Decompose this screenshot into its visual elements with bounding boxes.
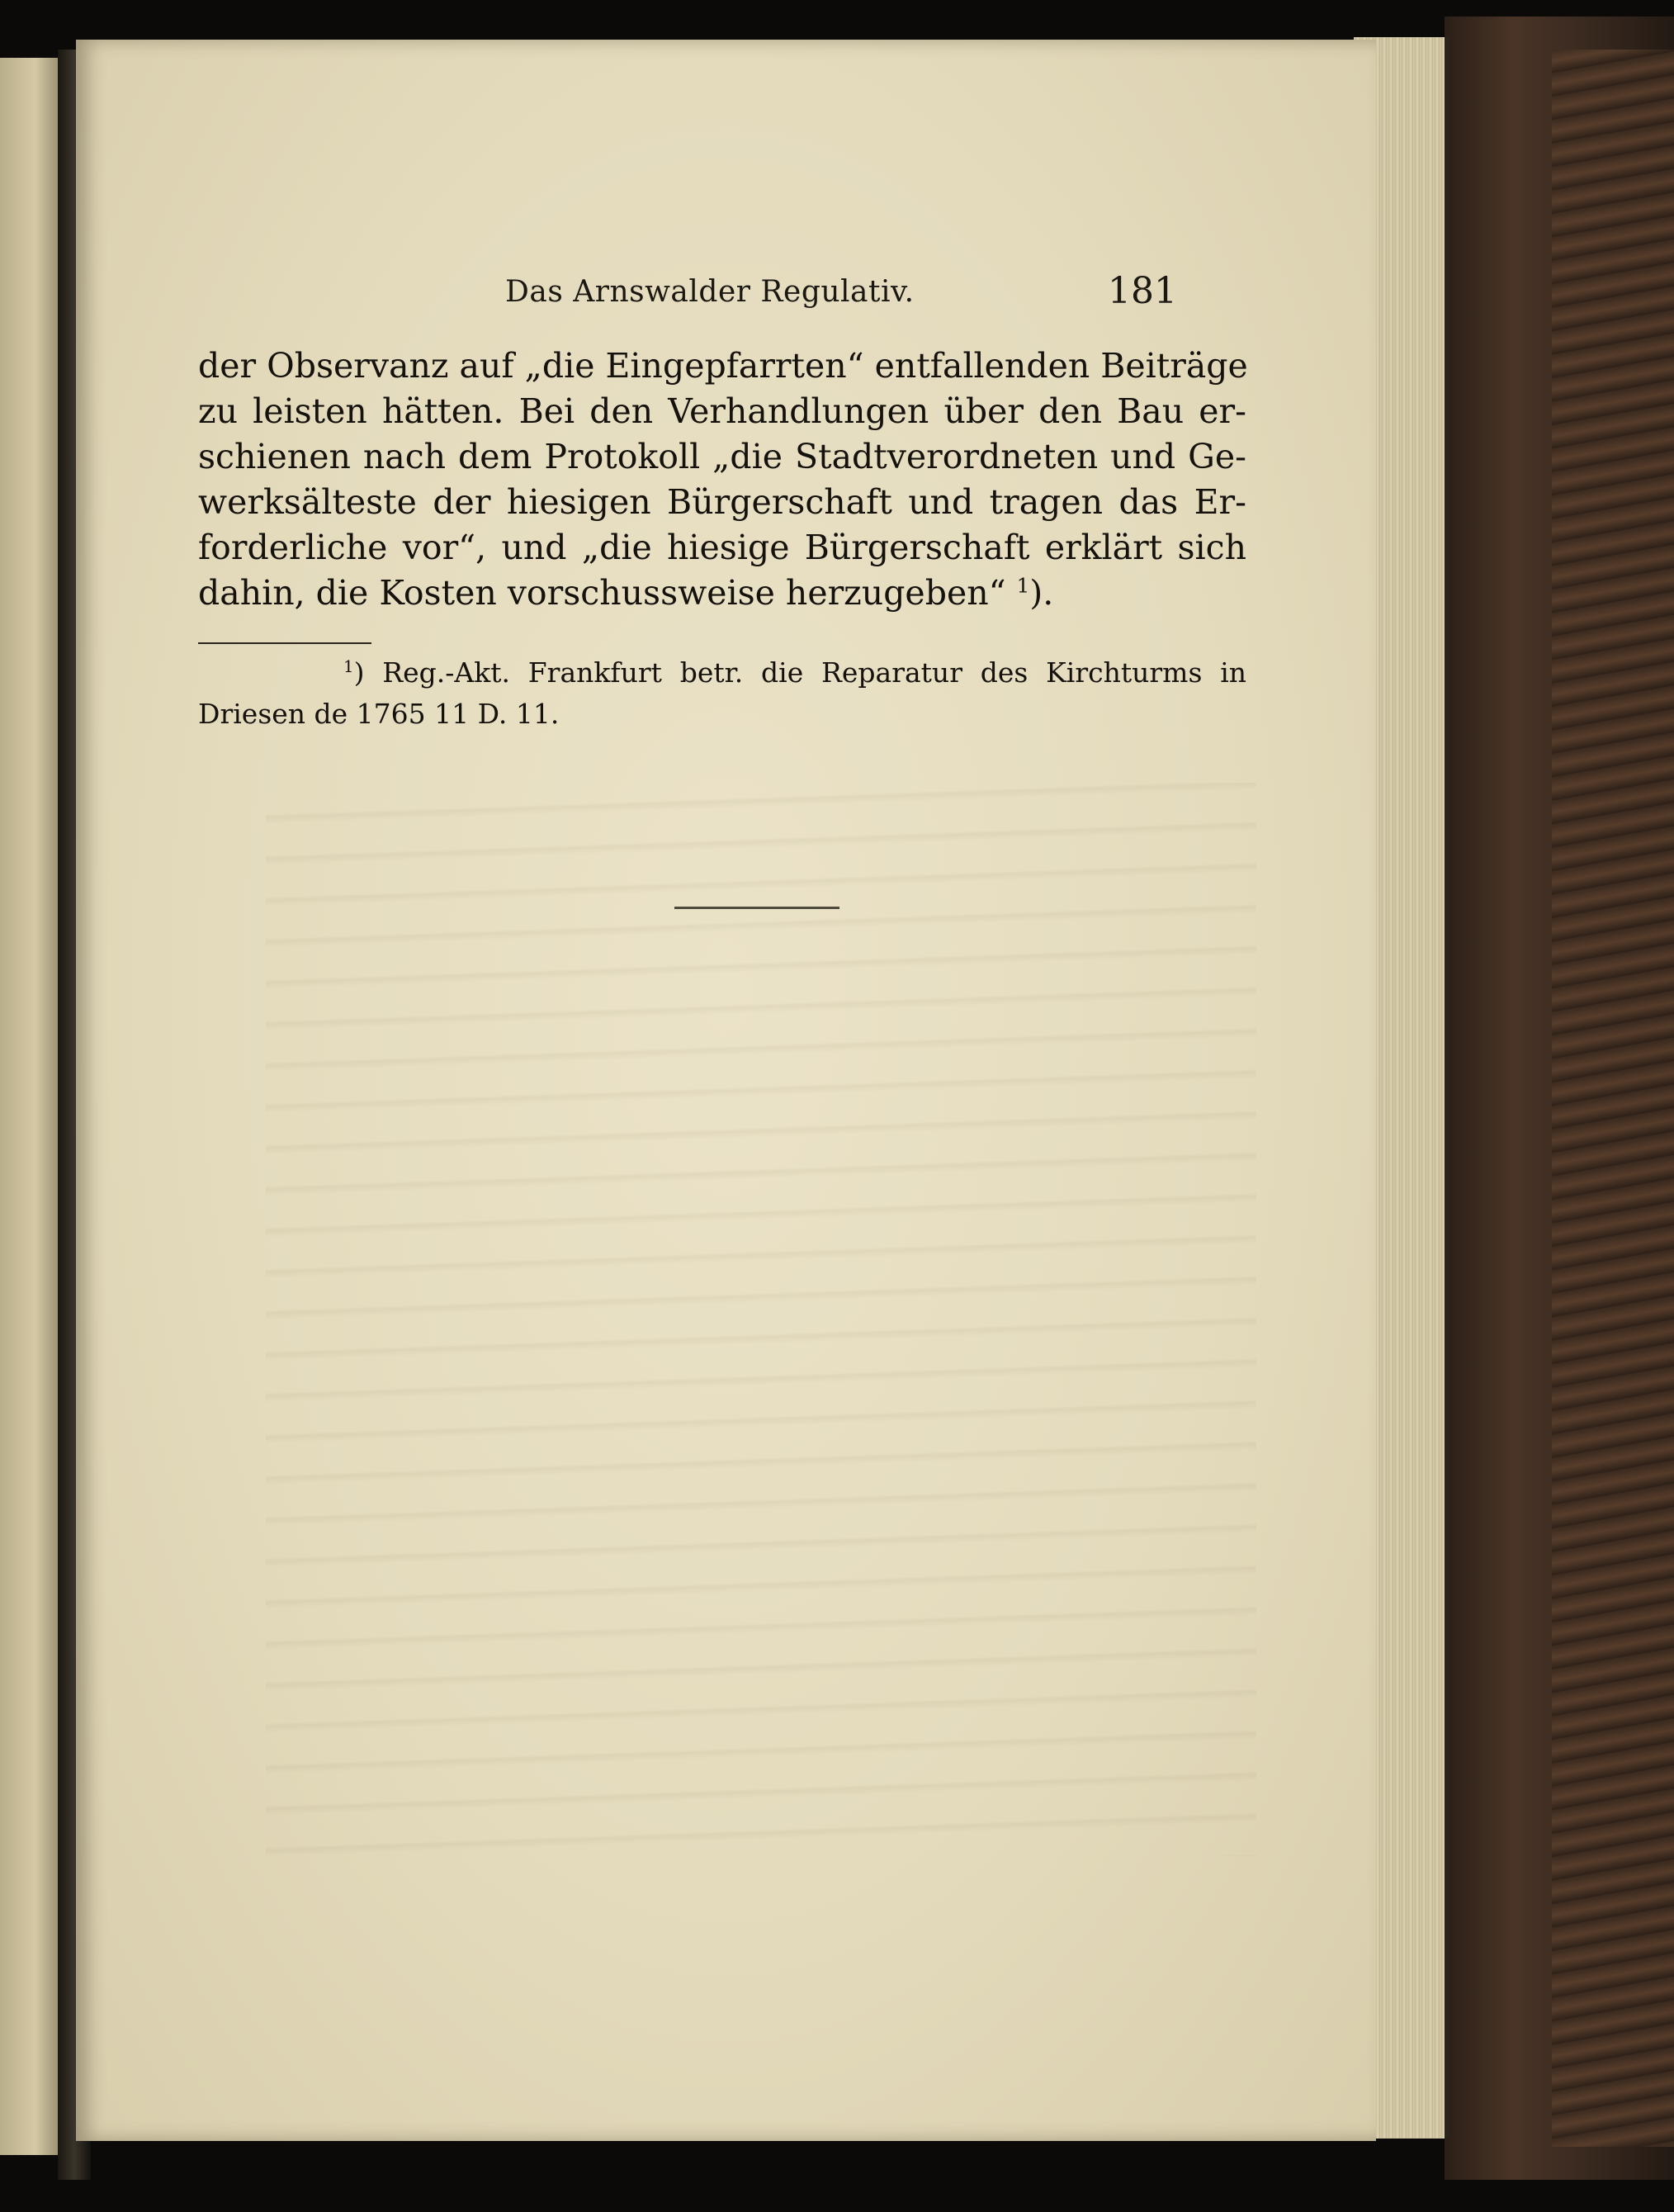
show-through-rule xyxy=(674,907,839,909)
running-head-title: Das Arnswalder Regulativ. xyxy=(505,275,915,309)
page-number: 181 xyxy=(1108,270,1177,312)
footnote-line1-text: ) Reg.-Akt. Frankfurt betr. die Reparatur des Kirchturms in xyxy=(353,656,1246,689)
body-line: forderliche vor“, und „die hiesige Bürgerschaft erklärt sich xyxy=(198,528,1246,567)
body-paragraph xyxy=(198,343,1246,616)
body-line: schienen nach dem Protokoll „die Stadtverordneten und Ge- xyxy=(198,437,1246,476)
footnote-marker: 1 xyxy=(343,657,354,676)
left-page-edge xyxy=(0,58,64,2155)
body-line: werksälteste der hiesigen Bürgerschaft und tragen das Er- xyxy=(198,482,1246,522)
footnote-reference: 1 xyxy=(1016,573,1030,598)
footnote-separator xyxy=(198,642,371,644)
body-line: der Observanz auf „die Eingepfarrten“ entfallenden Beiträge xyxy=(198,346,1248,386)
book-page xyxy=(76,40,1376,2141)
footnote xyxy=(198,652,1246,735)
body-line-last-text: dahin, die Kosten vorschussweise herzugeben“ xyxy=(198,573,1006,613)
cover-marbled-edge xyxy=(1552,50,1674,2147)
footnote-line xyxy=(198,652,1246,694)
show-through-text xyxy=(266,783,1256,1856)
running-head xyxy=(76,270,1376,324)
body-line-last-tail: ). xyxy=(1029,573,1054,613)
body-line-last xyxy=(198,571,1246,616)
body-line: zu leisten hätten. Bei den Verhandlungen über den Bau er- xyxy=(198,391,1246,431)
footnote-line: Driesen de 1765 11 D. 11. xyxy=(198,698,560,730)
